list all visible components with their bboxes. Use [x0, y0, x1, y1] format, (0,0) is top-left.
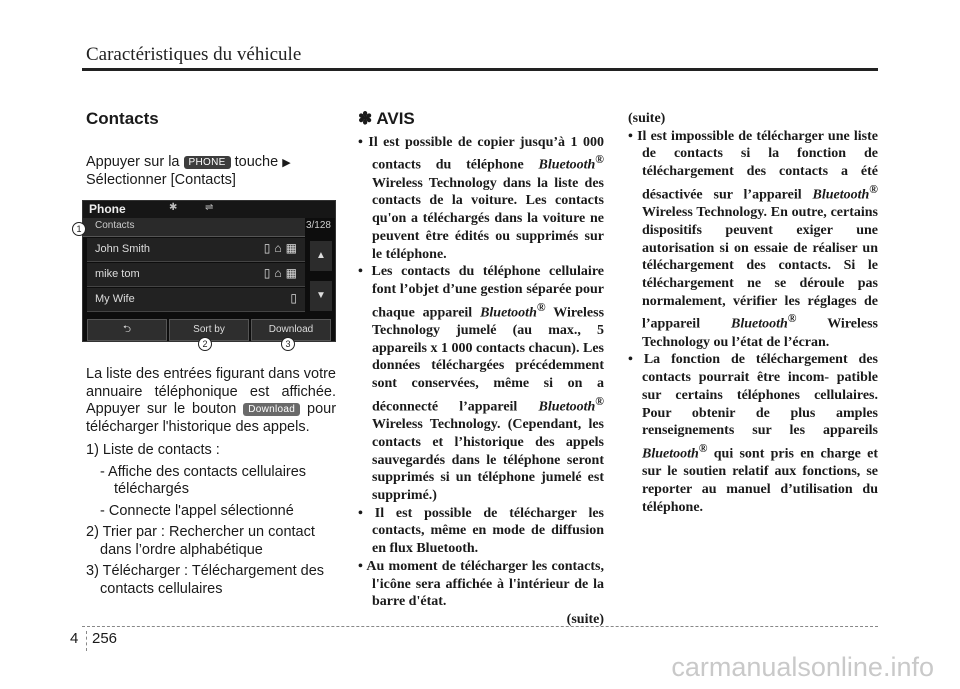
list-item: 3) Télécharger : Téléchargement des contacts cellulaires	[86, 563, 325, 597]
phone-screen-image	[82, 200, 336, 342]
list-item: - Connecte l'appel sélectionné	[100, 502, 294, 519]
screen-status-bar	[83, 201, 335, 218]
contact-row	[87, 238, 305, 262]
notice-bullet: • Il est possible de copier jusqu’à 1 000 contacts du téléphone Bluetooth® Wireless Technology dans la liste des contacts de la voiture. Les contacts qu'on a téléchargés dans la voiture ne peuvent être édités ou supprimés sur le téléphone.	[358, 134, 604, 262]
scroll-down-icon: ▼	[310, 281, 332, 311]
description-paragraph	[86, 366, 336, 436]
notice-bullet: • Au moment de télécharger les contacts, l'icône sera affichée à l'intérieur de la barre d'état.	[358, 558, 604, 610]
header-title: Caractéristiques du véhicule	[86, 44, 302, 65]
page-number: 256	[92, 630, 118, 647]
phone-home-office-icon: ▯⌂▦	[263, 241, 301, 255]
step-instruction	[86, 154, 336, 190]
page-separator	[86, 631, 87, 651]
step-text-2: touche	[234, 153, 279, 170]
contact-row	[87, 288, 305, 312]
continued-label: (suite)	[566, 611, 604, 627]
contact-row	[87, 263, 305, 287]
watermark: carmanualsonline.info	[671, 652, 934, 682]
back-icon: ⮌	[87, 319, 167, 341]
callout-3: 3	[281, 337, 295, 351]
download-button: Download	[251, 319, 331, 341]
contacts-tab-label: Contacts	[95, 220, 135, 231]
list-item: 2) Trier par : Rechercher un contact dans l’ordre alphabétique	[86, 524, 315, 558]
continued-heading: (suite)	[628, 111, 666, 126]
step-text: Appuyer sur la	[86, 153, 180, 170]
usb-icon: ⇌	[205, 202, 214, 213]
arrow-right-icon: ▶	[282, 156, 291, 169]
list-item: 1) Liste de contacts :	[86, 442, 220, 458]
phone-key-badge: PHONE	[184, 156, 231, 169]
left-description	[86, 366, 336, 602]
chapter-number: 4	[70, 630, 79, 647]
phone-home-office-icon: ▯⌂▦	[263, 266, 301, 280]
callout-2: 2	[198, 337, 212, 351]
left-column	[86, 110, 336, 190]
contact-name: My Wife	[95, 293, 135, 305]
contact-counter: 3/128	[305, 220, 331, 231]
mobile-icon: ▯	[290, 291, 301, 305]
contacts-tab	[83, 218, 305, 237]
footer-rule	[82, 626, 878, 627]
screen-title: Phone	[89, 202, 126, 216]
description-text: La liste des entrées figurant dans votre annuaire téléphonique est affichée. Appuyer sur le bouton	[86, 366, 336, 417]
callout-1: 1	[72, 222, 86, 236]
list-item: - Affiche des contacts cellulaires téléchargés	[100, 463, 307, 497]
contact-name: mike tom	[95, 268, 140, 280]
notice-bullet: • Il est impossible de télécharger une liste de contacts si la fonction de téléchargement des contacts a été désactivée sur l’appareil Bluetooth® Wireless Technology. En outre, certains dispositifs peuvent exiger une autorisation si on essaie de réaliser un téléchargement des contacts. Si le téléchargement ne se déroule pas normalement, vérifier les réglages de l’appareil Bluetooth® Wireless Technology ou l’état de l’écran.	[628, 128, 878, 350]
notice-bullet: • La fonction de téléchargement des contacts pourrait être incom- patible sur certains téléphones cellulaires. Pour obtenir de plus amples renseignements sur les appareils Bluetooth® qui sont pris en charge et sur le soutien relatif aux fonctions, se reporter au manuel d’utilisation du téléphone.	[628, 352, 879, 515]
section-title: Contacts	[86, 109, 159, 128]
feature-list	[86, 442, 336, 598]
description-text-2: pour télécharger l'historique des appels.	[86, 401, 337, 435]
notice-heading: ✽ AVIS	[358, 109, 415, 128]
bluetooth-icon: ✱	[169, 202, 178, 213]
middle-column	[358, 110, 604, 629]
notice-bullet: • Les contacts du téléphone cellulaire font l’objet d’une gestion séparée pour chaque appareil Bluetooth® Wireless Technology jumelé (au max., 5 appareils x 1 000 contacts chacun). Les données téléchargées précédemment sont conservées, même si on a déconnecté l’appareil Bluetooth® Wireless Technology. (Cependant, les contacts et l’historique des appels sauvegardés dans le téléphone seront supprimés si un téléphone jumelé est supprimé.)	[358, 264, 605, 504]
download-key-badge: Download	[243, 403, 300, 416]
step-line-2: Sélectionner [Contacts]	[86, 172, 236, 188]
notice-bullet: • Il est possible de télécharger les contacts, même en mode de diffusion en flux Bluetooth.	[358, 505, 604, 557]
scroll-up-icon: ▲	[310, 241, 332, 271]
sort-by-button: Sort by	[169, 319, 249, 341]
right-column	[628, 110, 878, 516]
header-rule	[82, 68, 878, 71]
contact-name: John Smith	[95, 243, 151, 255]
